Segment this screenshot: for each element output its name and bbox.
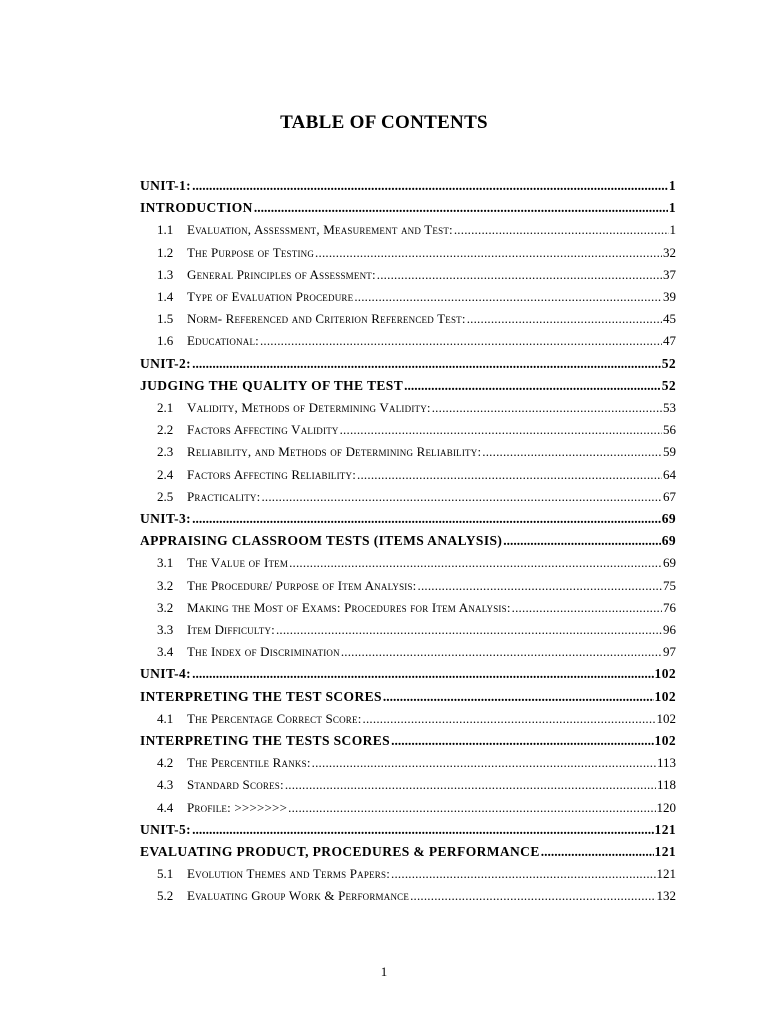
toc-entry-number: 1.2 bbox=[157, 244, 174, 260]
toc-entry-page: 52 bbox=[661, 355, 676, 371]
dot-leader bbox=[354, 289, 662, 305]
toc-entry-page: 102 bbox=[656, 710, 676, 726]
toc-entry-page: 121 bbox=[654, 844, 676, 859]
toc-entry-page: 102 bbox=[654, 688, 676, 704]
toc-entry-title: APPRAISING CLASSROOM TESTS (ITEMS ANALYSIS) bbox=[140, 533, 503, 549]
dot-leader bbox=[541, 844, 654, 860]
toc-entry-number: 5.1 bbox=[157, 866, 174, 882]
toc-entry-title: UNIT-4: bbox=[140, 666, 192, 682]
dot-leader bbox=[315, 245, 662, 261]
toc-entry-page: 69 bbox=[663, 555, 676, 571]
toc-entry-number: 1.6 bbox=[157, 333, 174, 349]
toc-entry-title: Reliability, and Methods of Determining Reliability: bbox=[187, 444, 482, 460]
dot-leader bbox=[254, 200, 668, 216]
dot-leader bbox=[454, 222, 669, 238]
toc-entry-number: 2.3 bbox=[157, 444, 174, 460]
toc-entry-title: UNIT-2: bbox=[140, 355, 192, 371]
toc-entry-page: 67 bbox=[663, 488, 676, 504]
dot-leader bbox=[357, 467, 662, 483]
toc-entry-title: Making the Most of Exams: Procedures for Item Analysis: bbox=[187, 599, 511, 615]
dot-leader bbox=[404, 378, 661, 394]
dot-leader bbox=[391, 733, 653, 749]
dot-leader bbox=[261, 489, 662, 505]
page-title: TABLE OF CONTENTS bbox=[280, 112, 488, 133]
toc-entry-page: 45 bbox=[663, 311, 676, 327]
toc-entry-page: 102 bbox=[654, 733, 676, 748]
toc-entry-title: Item Difficulty: bbox=[187, 622, 275, 637]
toc-section-entry bbox=[157, 755, 676, 771]
toc-section-entry bbox=[157, 245, 676, 261]
toc-section-entry bbox=[157, 489, 676, 505]
toc-section-entry bbox=[157, 400, 676, 416]
toc-heading-entry bbox=[140, 200, 676, 216]
toc-entry-page: 118 bbox=[656, 777, 676, 793]
dot-leader bbox=[391, 866, 655, 882]
dot-leader bbox=[289, 555, 662, 571]
toc-entry-page: 1 bbox=[668, 200, 676, 216]
toc-entry-page: 53 bbox=[663, 400, 676, 415]
toc-entry-title: UNIT-1: bbox=[140, 178, 192, 193]
toc-entry-title: The Purpose of Testing bbox=[187, 244, 315, 260]
toc-entry-title: The Percentage Correct Score: bbox=[187, 710, 362, 726]
toc-entry-number: 3.3 bbox=[157, 622, 174, 637]
toc-section-entry bbox=[157, 777, 676, 793]
toc-entry-number: 2.2 bbox=[157, 422, 174, 438]
toc-section-entry bbox=[157, 222, 676, 238]
toc-section-entry bbox=[157, 555, 676, 571]
toc-entry-title: Factors Affecting Validity bbox=[187, 422, 339, 438]
toc-entry-number: 3.2 bbox=[157, 577, 174, 593]
toc-entry-number: 1.1 bbox=[157, 222, 174, 238]
dot-leader bbox=[432, 400, 662, 416]
dot-leader bbox=[192, 666, 653, 682]
toc-entry-page: 59 bbox=[663, 444, 676, 460]
toc-entry-title: JUDGING THE QUALITY OF THE TEST bbox=[140, 377, 404, 393]
toc-entry-number: 4.3 bbox=[157, 777, 174, 793]
dot-leader bbox=[418, 578, 663, 594]
toc-entry-page: 113 bbox=[656, 755, 676, 771]
toc-entry-title: Standard Scores: bbox=[187, 777, 284, 793]
dot-leader bbox=[377, 267, 662, 283]
toc-entry-page: 97 bbox=[663, 644, 676, 660]
dot-leader bbox=[192, 511, 661, 527]
toc-entry-page: 1 bbox=[669, 222, 676, 238]
toc-entry-title: Practicality: bbox=[187, 488, 261, 504]
toc-entry-page: 76 bbox=[663, 599, 676, 615]
toc-heading-entry bbox=[140, 533, 676, 549]
toc-entry-page: 132 bbox=[656, 888, 676, 904]
toc-entry-number: 3.4 bbox=[157, 644, 174, 660]
toc-entry-number: 3.2 bbox=[157, 599, 174, 615]
toc-section-entry bbox=[157, 422, 676, 438]
toc-entry-title: Evaluating Group Work & Performance bbox=[187, 888, 410, 904]
toc-entry-title: UNIT-3: bbox=[140, 511, 192, 526]
toc-section-entry bbox=[157, 289, 676, 305]
dot-leader bbox=[340, 422, 662, 438]
toc-heading-entry bbox=[140, 356, 676, 372]
dot-leader bbox=[285, 777, 656, 793]
toc-entry-title: The Percentile Ranks: bbox=[187, 755, 311, 771]
dot-leader bbox=[363, 711, 656, 727]
dot-leader bbox=[192, 356, 661, 372]
toc-entry-title: Type of Evaluation Procedure bbox=[187, 289, 354, 304]
dot-leader bbox=[410, 888, 655, 904]
toc-entry-number: 1.3 bbox=[157, 266, 174, 282]
toc-section-entry bbox=[157, 578, 676, 594]
toc-entry-title: INTERPRETING THE TESTS SCORES bbox=[140, 733, 391, 748]
toc-entry-title: General Principles of Assessment: bbox=[187, 266, 376, 282]
toc-heading-entry bbox=[140, 378, 676, 394]
toc-heading-entry bbox=[140, 844, 676, 860]
dot-leader bbox=[341, 644, 662, 660]
toc-heading-entry bbox=[140, 511, 676, 527]
toc-heading-entry bbox=[140, 178, 676, 194]
toc-entry-title: Norm- Referenced and Criterion Referenced Test: bbox=[187, 311, 466, 327]
toc-heading-entry bbox=[140, 666, 676, 682]
page-number: 1 bbox=[380, 964, 388, 979]
toc-section-entry bbox=[157, 311, 676, 327]
toc-section-entry bbox=[157, 467, 676, 483]
dot-leader bbox=[467, 311, 662, 327]
toc-entry-page: 39 bbox=[663, 289, 676, 304]
toc-entry-page: 121 bbox=[654, 821, 676, 837]
toc-entry-page: 75 bbox=[663, 577, 676, 593]
toc-entry-title: EVALUATING PRODUCT, PROCEDURES & PERFORMANCE bbox=[140, 844, 540, 859]
toc-entry-page: 96 bbox=[663, 622, 676, 637]
toc-entry-number: 4.4 bbox=[157, 799, 174, 815]
toc-entry-number: 2.5 bbox=[157, 488, 174, 504]
toc-entry-title: Profile: >>>>>>> bbox=[187, 799, 288, 815]
toc-entry-title: Evolution Themes and Terms Papers: bbox=[187, 866, 391, 882]
toc-entry-title: Validity, Methods of Determining Validity: bbox=[187, 400, 431, 415]
toc-section-entry bbox=[157, 711, 676, 727]
toc-entry-number: 5.2 bbox=[157, 888, 174, 904]
toc-entry-page: 56 bbox=[663, 422, 676, 438]
toc-entry-page: 120 bbox=[656, 799, 676, 815]
toc-entry-title: Evaluation, Assessment, Measurement and Test: bbox=[187, 222, 453, 238]
toc-entry-title: The Index of Discrimination bbox=[187, 644, 340, 660]
toc-heading-entry bbox=[140, 733, 676, 749]
toc-entry-title: INTRODUCTION bbox=[140, 200, 253, 216]
toc-section-entry bbox=[157, 622, 676, 638]
toc-entry-page: 32 bbox=[663, 244, 676, 260]
dot-leader bbox=[260, 333, 662, 349]
toc-entry-number: 4.2 bbox=[157, 755, 174, 771]
toc-entry-number: 1.4 bbox=[157, 289, 174, 304]
toc-entry-number: 2.1 bbox=[157, 400, 174, 415]
dot-leader bbox=[276, 622, 662, 638]
toc-section-entry bbox=[157, 888, 676, 904]
toc-entry-title: Educational: bbox=[187, 333, 259, 349]
toc-entry-page: 37 bbox=[663, 266, 676, 282]
toc-entry-page: 52 bbox=[661, 377, 676, 393]
toc-entry-title: UNIT-5: bbox=[140, 821, 192, 837]
toc-entry-page: 64 bbox=[663, 466, 676, 482]
toc-entry-page: 1 bbox=[668, 178, 676, 193]
dot-leader bbox=[312, 755, 656, 771]
toc-section-entry bbox=[157, 644, 676, 660]
dot-leader bbox=[482, 444, 662, 460]
dot-leader bbox=[288, 800, 655, 816]
toc-entry-page: 47 bbox=[663, 333, 676, 349]
toc-section-entry bbox=[157, 267, 676, 283]
toc-section-entry bbox=[157, 800, 676, 816]
toc-entry-page: 102 bbox=[654, 666, 676, 682]
dot-leader bbox=[192, 822, 653, 838]
toc-entry-title: The Procedure/ Purpose of Item Analysis: bbox=[187, 577, 417, 593]
toc-section-entry bbox=[157, 866, 676, 882]
toc-entry-title: Factors Affecting Reliability: bbox=[187, 466, 357, 482]
toc-entry-number: 4.1 bbox=[157, 710, 174, 726]
toc-section-entry bbox=[157, 444, 676, 460]
toc-section-entry bbox=[157, 333, 676, 349]
dot-leader bbox=[192, 178, 668, 194]
toc-entry-page: 121 bbox=[656, 866, 676, 882]
toc-entry-number: 2.4 bbox=[157, 466, 174, 482]
dot-leader bbox=[383, 689, 654, 705]
toc-heading-entry bbox=[140, 822, 676, 838]
toc-entry-page: 69 bbox=[661, 533, 676, 549]
toc-entry-number: 1.5 bbox=[157, 311, 174, 327]
toc-entry-title: The Value of Item bbox=[187, 555, 289, 571]
dot-leader bbox=[512, 600, 662, 616]
toc-entry-title: INTERPRETING THE TEST SCORES bbox=[140, 688, 382, 704]
toc-heading-entry bbox=[140, 689, 676, 705]
toc-entry-page: 69 bbox=[661, 511, 676, 526]
toc-entry-number: 3.1 bbox=[157, 555, 174, 571]
dot-leader bbox=[503, 533, 660, 549]
toc-section-entry bbox=[157, 600, 676, 616]
